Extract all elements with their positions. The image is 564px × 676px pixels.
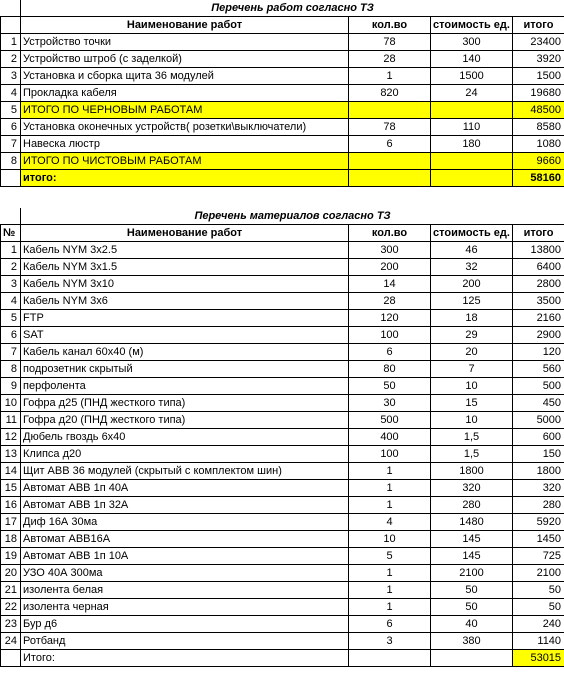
table-row <box>1 565 564 582</box>
row-name: Автомат ABB16А <box>21 531 349 548</box>
row-price: 1500 <box>431 68 513 85</box>
row-qty: 14 <box>349 276 431 293</box>
row-number: 1 <box>1 34 21 51</box>
row-total: 2160 <box>513 310 564 327</box>
row-qty <box>349 170 431 187</box>
row-name: изолента черная <box>21 599 349 616</box>
works-title-row <box>1 0 564 17</box>
row-total: 600 <box>513 429 564 446</box>
row-total: 1500 <box>513 68 564 85</box>
row-price: 125 <box>431 293 513 310</box>
row-number: 8 <box>1 361 21 378</box>
row-number: 22 <box>1 599 21 616</box>
row-number: 14 <box>1 463 21 480</box>
works-title: Перечень работ согласно ТЗ <box>21 0 564 17</box>
row-price: 145 <box>431 548 513 565</box>
row-name: Устройство точки <box>21 34 349 51</box>
row-number: 8 <box>1 153 21 170</box>
row-qty: 1 <box>349 480 431 497</box>
row-number: 1 <box>1 242 21 259</box>
row-qty: 50 <box>349 378 431 395</box>
table-row <box>1 599 564 616</box>
row-total: 5000 <box>513 412 564 429</box>
row-total: 150 <box>513 446 564 463</box>
table-row <box>1 429 564 446</box>
row-name: УЗО 40А 300ма <box>21 565 349 582</box>
row-total: 19680 <box>513 85 564 102</box>
row-total: 53015 <box>513 650 564 667</box>
row-qty: 820 <box>349 85 431 102</box>
col-header-price: стоимость ед. <box>431 225 513 242</box>
row-number: 11 <box>1 412 21 429</box>
table-row <box>1 548 564 565</box>
row-name: Кабель NYM 3x2.5 <box>21 242 349 259</box>
table-row <box>1 582 564 599</box>
row-total: 8580 <box>513 119 564 136</box>
row-qty: 1 <box>349 565 431 582</box>
row-name: Ротбанд <box>21 633 349 650</box>
row-total: 3920 <box>513 51 564 68</box>
row-qty: 1 <box>349 599 431 616</box>
row-total: 320 <box>513 480 564 497</box>
row-qty: 1 <box>349 68 431 85</box>
row-name: Автомат ABB 1п 10А <box>21 548 349 565</box>
table-row <box>1 514 564 531</box>
row-qty: 28 <box>349 293 431 310</box>
row-price: 50 <box>431 599 513 616</box>
row-total: 3500 <box>513 293 564 310</box>
row-price: 380 <box>431 633 513 650</box>
row-price: 140 <box>431 51 513 68</box>
row-number: 7 <box>1 136 21 153</box>
row-name: Диф 16А 30ма <box>21 514 349 531</box>
row-number: 4 <box>1 293 21 310</box>
row-name: Навеска люстр <box>21 136 349 153</box>
row-name: Гофра д25 (ПНД жесткого типа) <box>21 395 349 412</box>
row-qty: 400 <box>349 429 431 446</box>
materials-title-row <box>1 208 564 225</box>
row-price: 7 <box>431 361 513 378</box>
row-total: 1140 <box>513 633 564 650</box>
row-name: перфолента <box>21 378 349 395</box>
row-name: Кабель NYM 3x6 <box>21 293 349 310</box>
row-price: 29 <box>431 327 513 344</box>
row-qty: 78 <box>349 34 431 51</box>
row-qty: 120 <box>349 310 431 327</box>
table-row <box>1 361 564 378</box>
row-price: 40 <box>431 616 513 633</box>
row-number: 10 <box>1 395 21 412</box>
table-row <box>1 327 564 344</box>
row-price: 32 <box>431 259 513 276</box>
row-qty <box>349 153 431 170</box>
row-number: 23 <box>1 616 21 633</box>
row-name: SAT <box>21 327 349 344</box>
row-qty: 30 <box>349 395 431 412</box>
row-number: 24 <box>1 633 21 650</box>
table-row <box>1 276 564 293</box>
row-price: 320 <box>431 480 513 497</box>
table-row <box>1 68 564 85</box>
row-number: 13 <box>1 446 21 463</box>
row-price: 20 <box>431 344 513 361</box>
title-spacer <box>1 208 21 225</box>
table-row <box>1 480 564 497</box>
row-total: 120 <box>513 344 564 361</box>
row-qty: 5 <box>349 548 431 565</box>
col-header-num: № <box>1 225 21 242</box>
row-price: 280 <box>431 497 513 514</box>
row-number: 6 <box>1 119 21 136</box>
table-row <box>1 259 564 276</box>
row-price: 1,5 <box>431 429 513 446</box>
row-qty: 200 <box>349 259 431 276</box>
table-row <box>1 344 564 361</box>
table-row <box>1 102 564 119</box>
row-price: 145 <box>431 531 513 548</box>
col-header-name: Наименование работ <box>21 225 349 242</box>
row-number: 5 <box>1 102 21 119</box>
row-total: 2800 <box>513 276 564 293</box>
row-name: Клипса д20 <box>21 446 349 463</box>
row-qty: 300 <box>349 242 431 259</box>
row-name: Установка и сборка щита 36 модулей <box>21 68 349 85</box>
col-header-qty: кол.во <box>349 17 431 34</box>
row-number: 4 <box>1 85 21 102</box>
row-number: 6 <box>1 327 21 344</box>
row-total: 2100 <box>513 565 564 582</box>
row-price: 24 <box>431 85 513 102</box>
row-number: 3 <box>1 276 21 293</box>
table-row <box>1 412 564 429</box>
row-total: 450 <box>513 395 564 412</box>
row-qty: 10 <box>349 531 431 548</box>
row-name: Щит ABB 36 модулей (скрытый с комплектом шин) <box>21 463 349 480</box>
row-qty: 100 <box>349 446 431 463</box>
row-price: 110 <box>431 119 513 136</box>
table-row <box>1 310 564 327</box>
row-name: Автомат ABB 1п 40А <box>21 480 349 497</box>
row-price: 300 <box>431 34 513 51</box>
table-row <box>1 446 564 463</box>
row-total: 50 <box>513 582 564 599</box>
row-total: 23400 <box>513 34 564 51</box>
row-price: 2100 <box>431 565 513 582</box>
row-qty: 78 <box>349 119 431 136</box>
row-total: 50 <box>513 599 564 616</box>
row-price: 50 <box>431 582 513 599</box>
table-row <box>1 34 564 51</box>
materials-title: Перечень материалов согласно ТЗ <box>21 208 564 225</box>
col-header-total: итого <box>513 17 564 34</box>
row-total: 5920 <box>513 514 564 531</box>
row-qty: 4 <box>349 514 431 531</box>
title-spacer <box>1 0 21 17</box>
row-total: 1080 <box>513 136 564 153</box>
col-header-price: стоимость ед. <box>431 17 513 34</box>
col-header-qty: кол.во <box>349 225 431 242</box>
row-number: 3 <box>1 68 21 85</box>
table-row <box>1 531 564 548</box>
row-qty: 6 <box>349 616 431 633</box>
col-header-name: Наименование работ <box>21 17 349 34</box>
table-row <box>1 170 564 187</box>
row-name: Кабель канал 60x40 (м) <box>21 344 349 361</box>
row-qty: 3 <box>349 633 431 650</box>
row-qty: 6 <box>349 136 431 153</box>
row-total: 48500 <box>513 102 564 119</box>
row-name: Гофра д20 (ПНД жесткого типа) <box>21 412 349 429</box>
row-price: 180 <box>431 136 513 153</box>
row-total: 6400 <box>513 259 564 276</box>
col-header-num <box>1 17 21 34</box>
table-row <box>1 616 564 633</box>
row-total: 560 <box>513 361 564 378</box>
row-qty: 500 <box>349 412 431 429</box>
row-qty: 1 <box>349 497 431 514</box>
row-price <box>431 102 513 119</box>
row-qty: 1 <box>349 582 431 599</box>
row-qty: 28 <box>349 51 431 68</box>
materials-table <box>0 208 564 667</box>
row-total: 280 <box>513 497 564 514</box>
row-total: 1800 <box>513 463 564 480</box>
row-name: Устройство штроб (с заделкой) <box>21 51 349 68</box>
row-total: 58160 <box>513 170 564 187</box>
row-number: 5 <box>1 310 21 327</box>
row-total: 500 <box>513 378 564 395</box>
row-number: 18 <box>1 531 21 548</box>
row-number: 19 <box>1 548 21 565</box>
table-row <box>1 136 564 153</box>
row-price: 18 <box>431 310 513 327</box>
row-number <box>1 170 21 187</box>
row-name: Кабель NYM 3x10 <box>21 276 349 293</box>
col-header-total: итого <box>513 225 564 242</box>
row-number: 16 <box>1 497 21 514</box>
table-row <box>1 242 564 259</box>
row-price: 10 <box>431 412 513 429</box>
works-table <box>0 0 564 187</box>
row-name: Итого: <box>21 650 349 667</box>
works-header-row <box>1 17 564 34</box>
table-row <box>1 293 564 310</box>
row-name: Установка оконечных устройств( розетки\выключатели) <box>21 119 349 136</box>
row-total: 9660 <box>513 153 564 170</box>
row-name: Дюбель гвоздь 6x40 <box>21 429 349 446</box>
table-row <box>1 119 564 136</box>
row-qty <box>349 650 431 667</box>
row-number: 17 <box>1 514 21 531</box>
row-total: 725 <box>513 548 564 565</box>
row-number: 12 <box>1 429 21 446</box>
row-qty: 1 <box>349 463 431 480</box>
row-price <box>431 153 513 170</box>
table-row <box>1 497 564 514</box>
row-price: 1480 <box>431 514 513 531</box>
row-price: 200 <box>431 276 513 293</box>
row-name: итого: <box>21 170 349 187</box>
row-qty: 80 <box>349 361 431 378</box>
row-price <box>431 170 513 187</box>
row-name: Прокладка кабеля <box>21 85 349 102</box>
table-row <box>1 51 564 68</box>
row-number: 21 <box>1 582 21 599</box>
table-row <box>1 153 564 170</box>
materials-header-row <box>1 225 564 242</box>
table-row <box>1 378 564 395</box>
row-price <box>431 650 513 667</box>
row-total: 13800 <box>513 242 564 259</box>
row-price: 46 <box>431 242 513 259</box>
row-total: 2900 <box>513 327 564 344</box>
table-row <box>1 633 564 650</box>
row-name: Бур д6 <box>21 616 349 633</box>
row-number: 9 <box>1 378 21 395</box>
row-number: 20 <box>1 565 21 582</box>
row-name: FTP <box>21 310 349 327</box>
row-qty <box>349 102 431 119</box>
row-total: 1450 <box>513 531 564 548</box>
row-number <box>1 650 21 667</box>
row-qty: 6 <box>349 344 431 361</box>
row-name: изолента белая <box>21 582 349 599</box>
row-name: Кабель NYM 3x1.5 <box>21 259 349 276</box>
table-row <box>1 85 564 102</box>
table-row <box>1 463 564 480</box>
row-number: 15 <box>1 480 21 497</box>
row-number: 2 <box>1 259 21 276</box>
row-price: 1800 <box>431 463 513 480</box>
row-name: ИТОГО ПО ЧЕРНОВЫМ РАБОТАМ <box>21 102 349 119</box>
table-row <box>1 650 564 667</box>
row-number: 2 <box>1 51 21 68</box>
table-row <box>1 395 564 412</box>
row-total: 240 <box>513 616 564 633</box>
row-name: Автомат ABB 1п 32А <box>21 497 349 514</box>
row-price: 15 <box>431 395 513 412</box>
row-name: подрозетник скрытый <box>21 361 349 378</box>
row-price: 10 <box>431 378 513 395</box>
row-number: 7 <box>1 344 21 361</box>
row-qty: 100 <box>349 327 431 344</box>
row-name: ИТОГО ПО ЧИСТОВЫМ РАБОТАМ <box>21 153 349 170</box>
row-price: 1,5 <box>431 446 513 463</box>
